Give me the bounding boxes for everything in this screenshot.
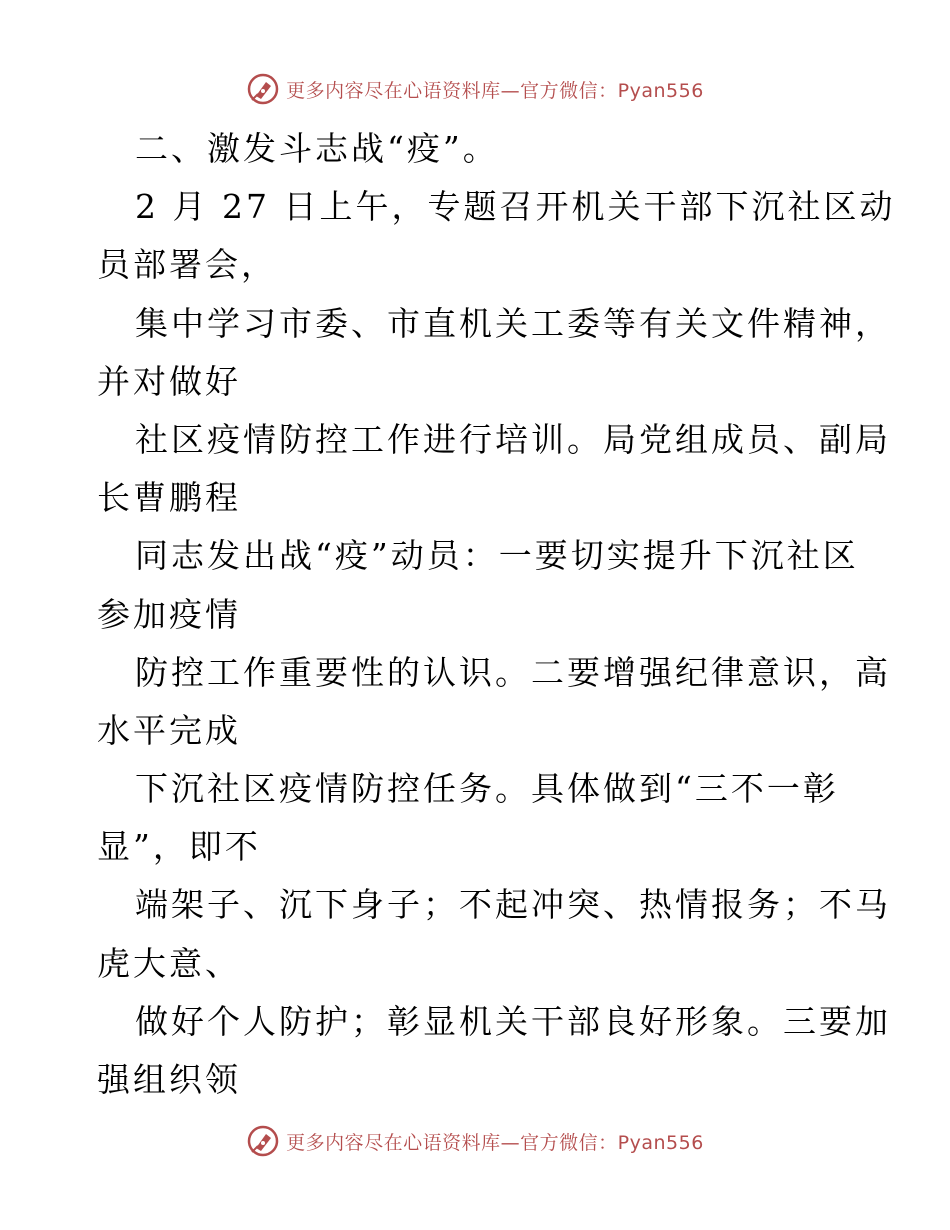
- text-line: 员部署会，: [97, 245, 277, 285]
- text-line: 参加疫情: [97, 594, 241, 634]
- text-line: 2 月 27 日上午，专题召开机关干部下沉社区动: [135, 187, 896, 227]
- text-line: 并对做好: [97, 361, 241, 401]
- text-line: 长曹鹏程: [97, 478, 241, 518]
- footer-banner-text: 更多内容尽在心语资料库—官方微信：Pyan556: [286, 1131, 704, 1154]
- text-line: 二、激发斗志战“疫”。: [135, 129, 499, 168]
- text-line: 防控工作重要性的认识。二要增强纪律意识，高: [135, 652, 891, 692]
- pen-nib-seal-icon: [246, 72, 280, 106]
- text-line: 显”，即不: [97, 827, 261, 867]
- text-line: 集中学习市委、市直机关工委等有关文件精神，: [135, 303, 891, 343]
- text-line: 同志发出战“疫”动员：一要切实提升下沉社区: [135, 536, 859, 576]
- header-banner-text: 更多内容尽在心语资料库—官方微信：Pyan556: [286, 79, 704, 102]
- text-line: 端架子、沉下身子；不起冲突、热情报务；不马: [135, 885, 891, 925]
- footer-watermark-banner: [0, 1124, 950, 1158]
- pen-nib-seal-icon: [246, 1124, 280, 1158]
- text-line: 社区疫情防控工作进行培训。局党组成员、副局: [135, 419, 891, 459]
- text-line: 做好个人防护；彰显机关干部良好形象。三要加: [135, 1001, 891, 1041]
- header-watermark-banner: [0, 72, 950, 106]
- text-line: 下沉社区疫情防控任务。具体做到“三不一彰: [135, 769, 839, 809]
- text-line: 强组织领: [97, 1060, 241, 1099]
- text-line: 水平完成: [97, 710, 241, 750]
- document-body: [97, 120, 896, 1109]
- text-line: 虎大意、: [97, 943, 241, 983]
